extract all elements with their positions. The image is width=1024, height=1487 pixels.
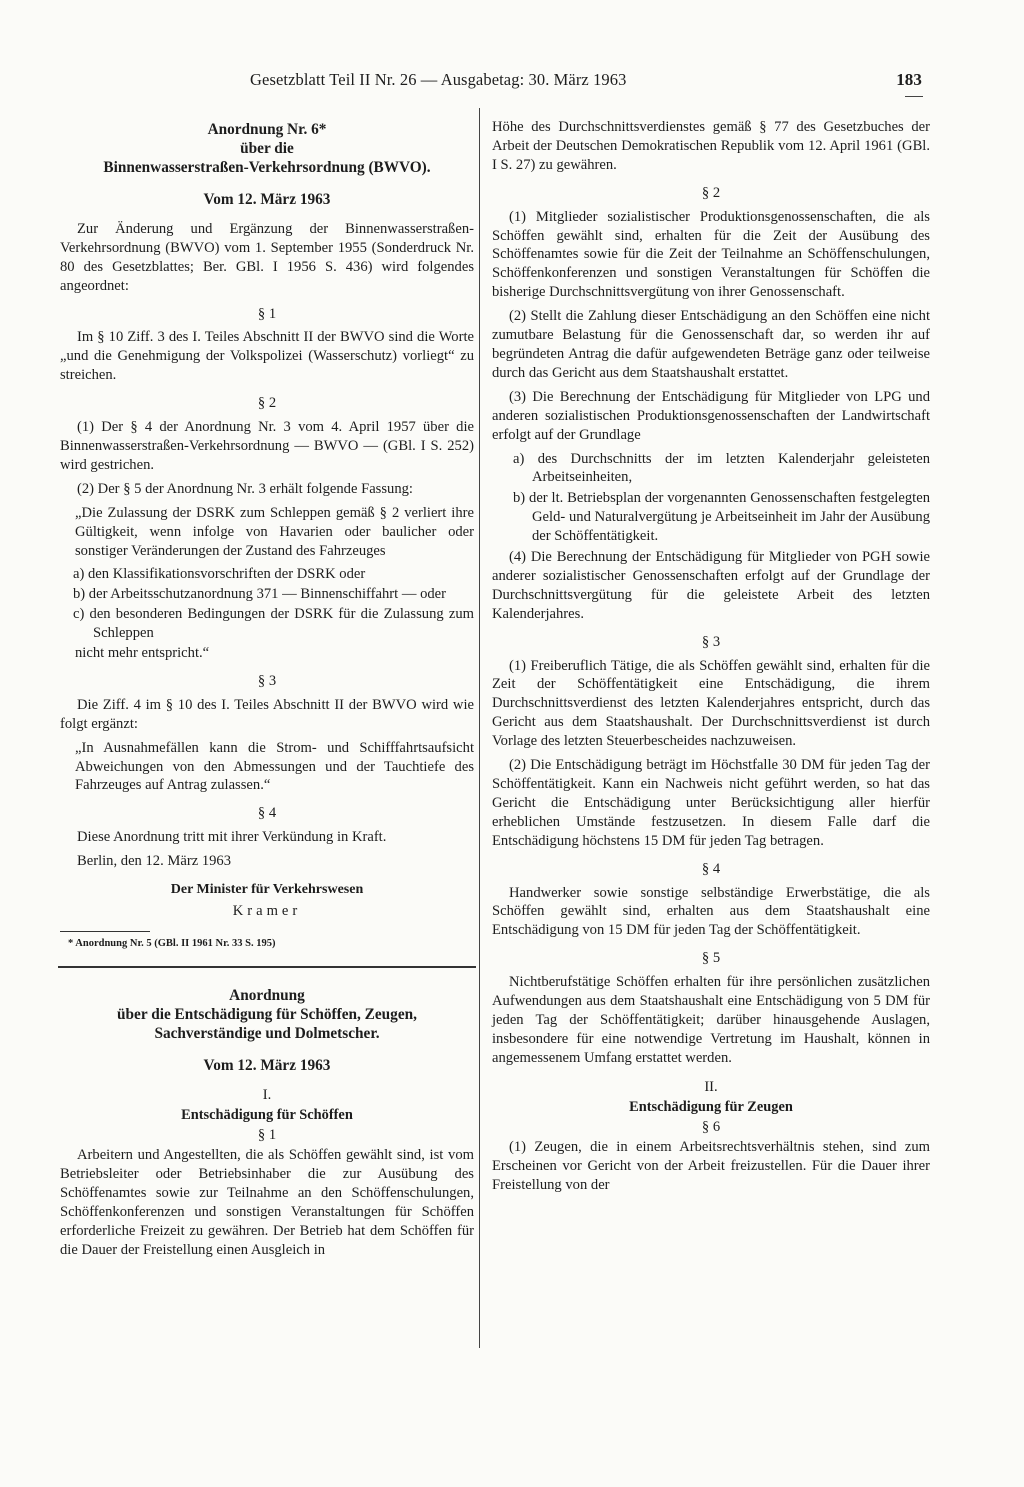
ordinance-1-s2-p1: (1) Der § 4 der Anordnung Nr. 3 vom 4. April 1957 über die Binnenwasserstraßen-Verkehrsordnung — BWVO — (GBl. I S. 252) wird gestrichen.: [60, 419, 474, 473]
part-2-number: II.: [704, 1078, 718, 1095]
header-rule: [905, 96, 923, 97]
continuation-text: Höhe des Durchschnittsverdienstes gemäß § 77 des Gesetzbuches der Arbeit der Deutschen Demokratischen Republik vom 12. April 1961 (GBl. I S. 27) zu gewähren.: [492, 119, 930, 173]
footnote-rule: [60, 931, 150, 932]
ordinance-1-date: Vom 12. März 1963: [203, 191, 331, 208]
running-title: Gesetzblatt Teil II Nr. 26 — Ausgabetag: 30. März 1963: [250, 70, 627, 89]
ordinance-2-part-title: Entschädigung für Schöffen: [181, 1106, 353, 1123]
s2-p3-a: a) des Durchschnitts der im letzten Kalenderjahr geleisteten Arbeitseinheiten,: [513, 450, 930, 486]
ordinance-1-intro: Zur Änderung und Ergänzung der Binnenwasserstraßen-Verkehrsordnung (BWVO) vom 1. September 1955 (Sonderdruck Nr. 80 des Gesetzblattes; Ber. GBl. I 1956 S. 436) wird folgendes angeordnet:: [60, 220, 474, 294]
ordinance-1-title-line-2: über die: [240, 140, 294, 157]
ordinance-1-s3-quote: „In Ausnahmefällen kann die Strom- und Schifffahrtsaufsicht Abweichungen von den Abmessungen und der Tauchtiefe des Fahrzeuges auf Antrag zulassen.“: [75, 739, 474, 794]
page-number: 183: [896, 70, 922, 89]
page-header: [250, 70, 922, 90]
ordinance-2-s1-text: Arbeitern und Angestellten, die als Schöffen gewählt sind, ist vom Betriebsleiter oder Betriebsinhaber die zur Ausübung des Schöffenamtes sowie zur Teilnahme an den Schöffenschulungen, Schöffenkonferenzen und sonstigen Veranstaltungen für Schöffen erforderliche Freizeit zu gewähren. Der Betrieb hat dem Schöffen für die Dauer der Freistellung einen Ausgleich in: [60, 1147, 474, 1258]
s3-p1: (1) Freiberuflich Tätige, die als Schöffen gewählt sind, erhalten für die Zeit der Schöffentätigkeit eine Entschädigung, die ihrem Durchschnittsverdienst des letzten Kalenderjahres entspricht, durch das Gericht aus dem Staatshaushalt. Der Durchschnittsverdienst ist durch Vorlage des letzten Steuerbescheides nachzuweisen.: [492, 657, 930, 750]
s4-text: Handwerker sowie sonstige selbständige Erwerbstätige, die als Schöffen gewählt sind, erhalten aus dem Staatshaushalt eine Entschädigung von 15 DM für jeden Tag der Schöffentätigkeit.: [492, 884, 930, 939]
ordinance-2-s1-heading: § 1: [257, 1126, 277, 1143]
s2-p3: (3) Die Berechnung der Entschädigung für Mitglieder von LPG und anderen sozialistischen Produktionsgenossenschaften der Landwirtschaft erfolgt auf der Grundlage: [492, 388, 930, 443]
ordinance-1-signer-title: Der Minister für Verkehrswesen: [170, 882, 364, 898]
ordinance-1-s1-text: Im § 10 Ziff. 3 des I. Teiles Abschnitt II der BWVO sind die Worte „und die Genehmigung der Volkspolizei (Wasserschutz) vorliegt“ zu streichen.: [60, 329, 474, 384]
ordinance-1-s2-quote-end: nicht mehr entspricht.“: [75, 645, 210, 662]
ordinance-1-s4-heading: § 4: [257, 805, 277, 822]
ordinance-2-part-number: I.: [262, 1086, 272, 1103]
left-column: [60, 120, 474, 1265]
s3-heading: § 3: [701, 633, 721, 650]
s5-text: Nichtberufstätige Schöffen erhalten für ihre persönlichen zusätzlichen Aufwendungen aus dem Staatshaushalt eine Entschädigung von 5 DM für jeden Tag der Schöffentätigkeit; darüber hinausgehende Auslagen, insbesondere für eine notwendige Vertretung im Haushalt, können in angemessenem Umfang erstattet werden.: [492, 974, 930, 1066]
ordinance-1-place-date: Berlin, den 12. März 1963: [77, 853, 232, 870]
ordinance-1-s2-quote: „Die Zulassung der DSRK zum Schleppen gemäß § 2 verliert ihre Gültigkeit, wenn infolge von Havarien oder baulicher oder sonstiger Veränderungen der Zustand des Fahrzeuges: [75, 504, 474, 559]
ordinance-1-signer-name: Kramer: [232, 903, 302, 919]
ordinance-2-date: Vom 12. März 1963: [203, 1056, 331, 1074]
footnote: * Anordnung Nr. 5 (GBl. II 1961 Nr. 33 S. 195): [68, 937, 276, 949]
s6-heading: § 6: [701, 1118, 721, 1135]
ordinance-1-s2-p2: (2) Der § 5 der Anordnung Nr. 3 erhält folgende Fassung:: [77, 480, 413, 497]
s2-p4: (4) Die Berechnung der Entschädigung für Mitglieder von PGH sowie anderer sozialistischer Genossenschaften erfolgt auf der Grundlage der Durchschnittsvergütung für die geleistete Arbeit des letzten Kalenderjahres.: [492, 549, 930, 622]
section-rule: [58, 966, 476, 968]
s2-p2: (2) Stellt die Zahlung dieser Entschädigung an den Schöffen eine nicht zumutbare Belastung für die Genossenschaft dar, so werden ihr auf begründeten Antrag die dafür aufgewendeten Beträge ganz oder teilweise durch das Gericht aus dem Staatshaushalt erstattet.: [492, 308, 930, 381]
ordinance-1-s3-heading: § 3: [257, 672, 277, 689]
s3-p2: (2) Die Entschädigung beträgt im Höchstfalle 30 DM für jeden Tag der Schöffentätigkeit. Kann ein Nachweis nicht geführt werden, so hat das Gericht die Entschädigung unter Berücksichtigung aller hierfür erheblichen Umstände festzusetzen. In diesem Falle darf die Entschädigung höchstens 15 DM für jeden Tag betragen.: [492, 757, 930, 849]
ordinance-1-s2-quote-c: c) den besonderen Bedingungen der DSRK für die Zulassung zum Schleppen: [73, 606, 474, 642]
s2-p3-b: b) der lt. Betriebsplan der vorgenannten Genossenschaften festgelegten Geld- und Naturalvergütung je Arbeitseinheit im Jahr der Ausübung der Schöffentätigkeit.: [513, 490, 930, 545]
ordinance-1-s3-text: Die Ziff. 4 im § 10 des I. Teiles Abschnitt II der BWVO wird wie folgt ergänzt:: [60, 696, 474, 732]
s2-heading: § 2: [701, 184, 721, 201]
ordinance-1-title-line-3: Binnenwasserstraßen-Verkehrsordnung (BWVO).: [103, 159, 431, 176]
right-column: [492, 118, 930, 1200]
s4-heading: § 4: [701, 860, 721, 877]
ordinance-1-s2-heading: § 2: [257, 395, 277, 412]
ordinance-1-s2-quote-a: a) den Klassifikationsvorschriften der DSRK oder: [73, 566, 366, 583]
ordinance-1-s1-heading: § 1: [257, 305, 277, 322]
part-2-title: Entschädigung für Zeugen: [629, 1098, 793, 1115]
ordinance-2-title-line-2: über die Entschädigung für Schöffen, Zeugen,: [117, 1005, 417, 1023]
s2-p1: (1) Mitglieder sozialistischer Produktionsgenossenschaften, die als Schöffen gewählt sind, erhalten für die Zeit der Ausübung des Schöffenamtes sowie für die Zeit der Teilnahme an Schöffenschulungen, Schöffenkonferenzen und sonstigen Veranstaltungen für Schöffen die bisherige Durchschnittsvergütung von ihrer Genossenschaft.: [492, 208, 930, 301]
s5-heading: § 5: [701, 950, 721, 967]
ordinance-1-title-line-1: Anordnung Nr. 6*: [207, 121, 327, 138]
ordinance-2-title-line-3: Sachverständige und Dolmetscher.: [154, 1024, 380, 1042]
column-divider: [479, 108, 480, 1348]
ordinance-2-title-line-1: Anordnung: [229, 986, 305, 1004]
ordinance-1-s4-text: Diese Anordnung tritt mit ihrer Verkündung in Kraft.: [77, 829, 387, 846]
s6-text: (1) Zeugen, die in einem Arbeitsrechtsverhältnis stehen, sind zum Erscheinen vor Gericht von der Arbeit freizustellen. Für die Dauer ihrer Freistellung von der: [492, 1139, 930, 1194]
ordinance-1-s2-quote-b: b) der Arbeitsschutzanordnung 371 — Binnenschiffahrt — oder: [73, 586, 447, 603]
